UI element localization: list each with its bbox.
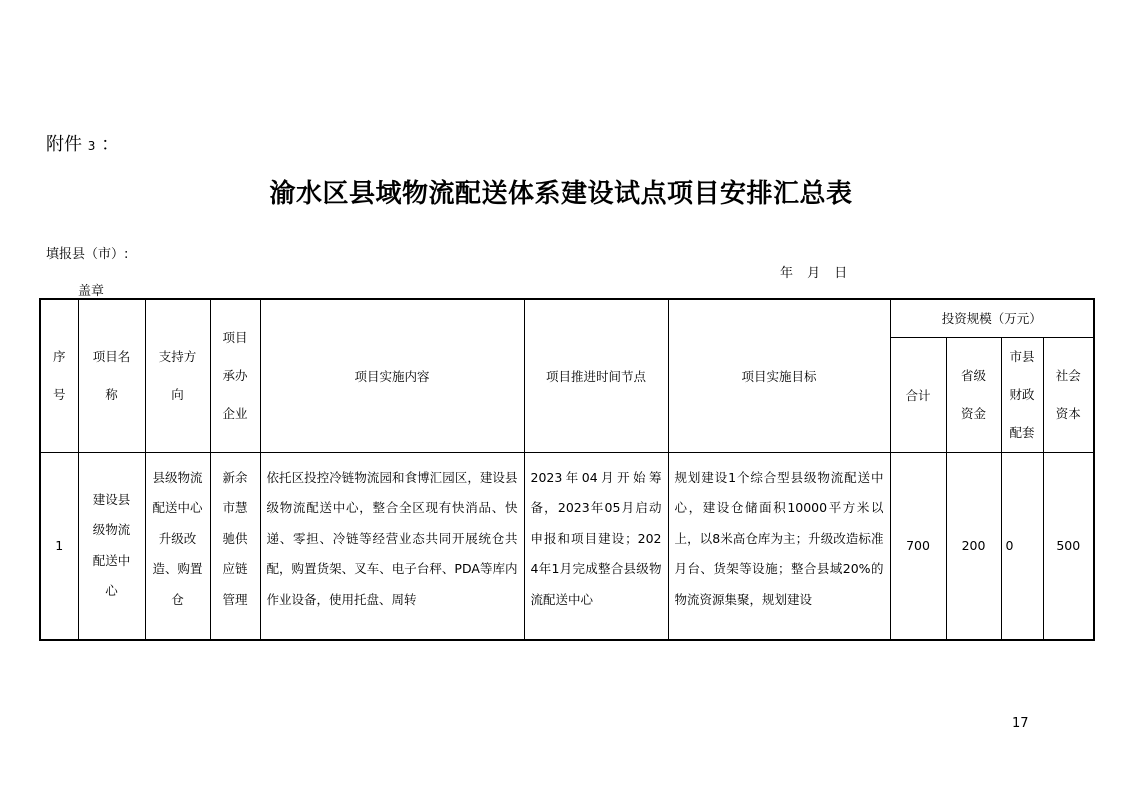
cell-company: 新余市慧驰供应链管理 xyxy=(210,452,260,640)
annex-text: 附件 xyxy=(46,134,82,155)
header-company: 项目承办企业 xyxy=(210,299,260,452)
cell-city-county: 0 xyxy=(1001,452,1043,640)
cell-seq: 1 xyxy=(40,452,78,640)
cell-provincial: 200 xyxy=(946,452,1001,640)
page-title: 渝水区县域物流配送体系建设试点项目安排汇总表 xyxy=(269,179,853,209)
header-total: 合计 xyxy=(890,337,946,452)
cell-social: 500 xyxy=(1043,452,1094,640)
table-row xyxy=(40,452,1094,640)
header-direction: 支持方向 xyxy=(145,299,210,452)
header-row-1 xyxy=(40,299,1094,337)
fill-county-label: 填报县（市）: xyxy=(46,247,129,262)
header-name: 项目名称 xyxy=(78,299,145,452)
project-summary-table xyxy=(39,298,1095,641)
annex-label xyxy=(46,130,119,156)
cell-goal: 规划建设1个综合型县级物流配送中心，建设仓储面积10000平方米以上，以8米高仓库为主；升级改造标准月台、货架等设施；整合县域20%的物流资源集聚，规划建设 xyxy=(668,452,890,640)
cell-direction: 县级物流配送中心升级改造、购置仓 xyxy=(145,452,210,640)
page-number: 17 xyxy=(1012,716,1029,731)
cell-timeline: 2023年04月开始筹备，2023年05月启动申报和项目建设；2024年1月完成整合县级物流配送中心 xyxy=(524,452,668,640)
header-city-county: 市县财政配套 xyxy=(1001,337,1043,452)
cell-total: 700 xyxy=(890,452,946,640)
date-line: 年 月 日 xyxy=(780,266,848,281)
cell-name: 建设县级物流配送中心 xyxy=(78,452,145,640)
header-provincial: 省级资金 xyxy=(946,337,1001,452)
seal-label: 盖章 xyxy=(78,284,105,299)
header-timeline: 项目推进时间节点 xyxy=(524,299,668,452)
cell-content: 依托区投控冷链物流园和食博汇园区，建设县级物流配送中心，整合全区现有快消品、快递、零担、冷链等经营业态共同开展统仓共配，购置货架、叉车、电子台秤、PDA等库内作业设备，使用托盘、周转 xyxy=(260,452,524,640)
header-social: 社会资本 xyxy=(1043,337,1094,452)
annex-number: 3 xyxy=(87,139,96,153)
header-seq: 序号 xyxy=(40,299,78,452)
annex-colon: ： xyxy=(101,134,120,155)
header-content: 项目实施内容 xyxy=(260,299,524,452)
header-investment: 投资规模（万元） xyxy=(890,299,1094,337)
header-goal: 项目实施目标 xyxy=(668,299,890,452)
